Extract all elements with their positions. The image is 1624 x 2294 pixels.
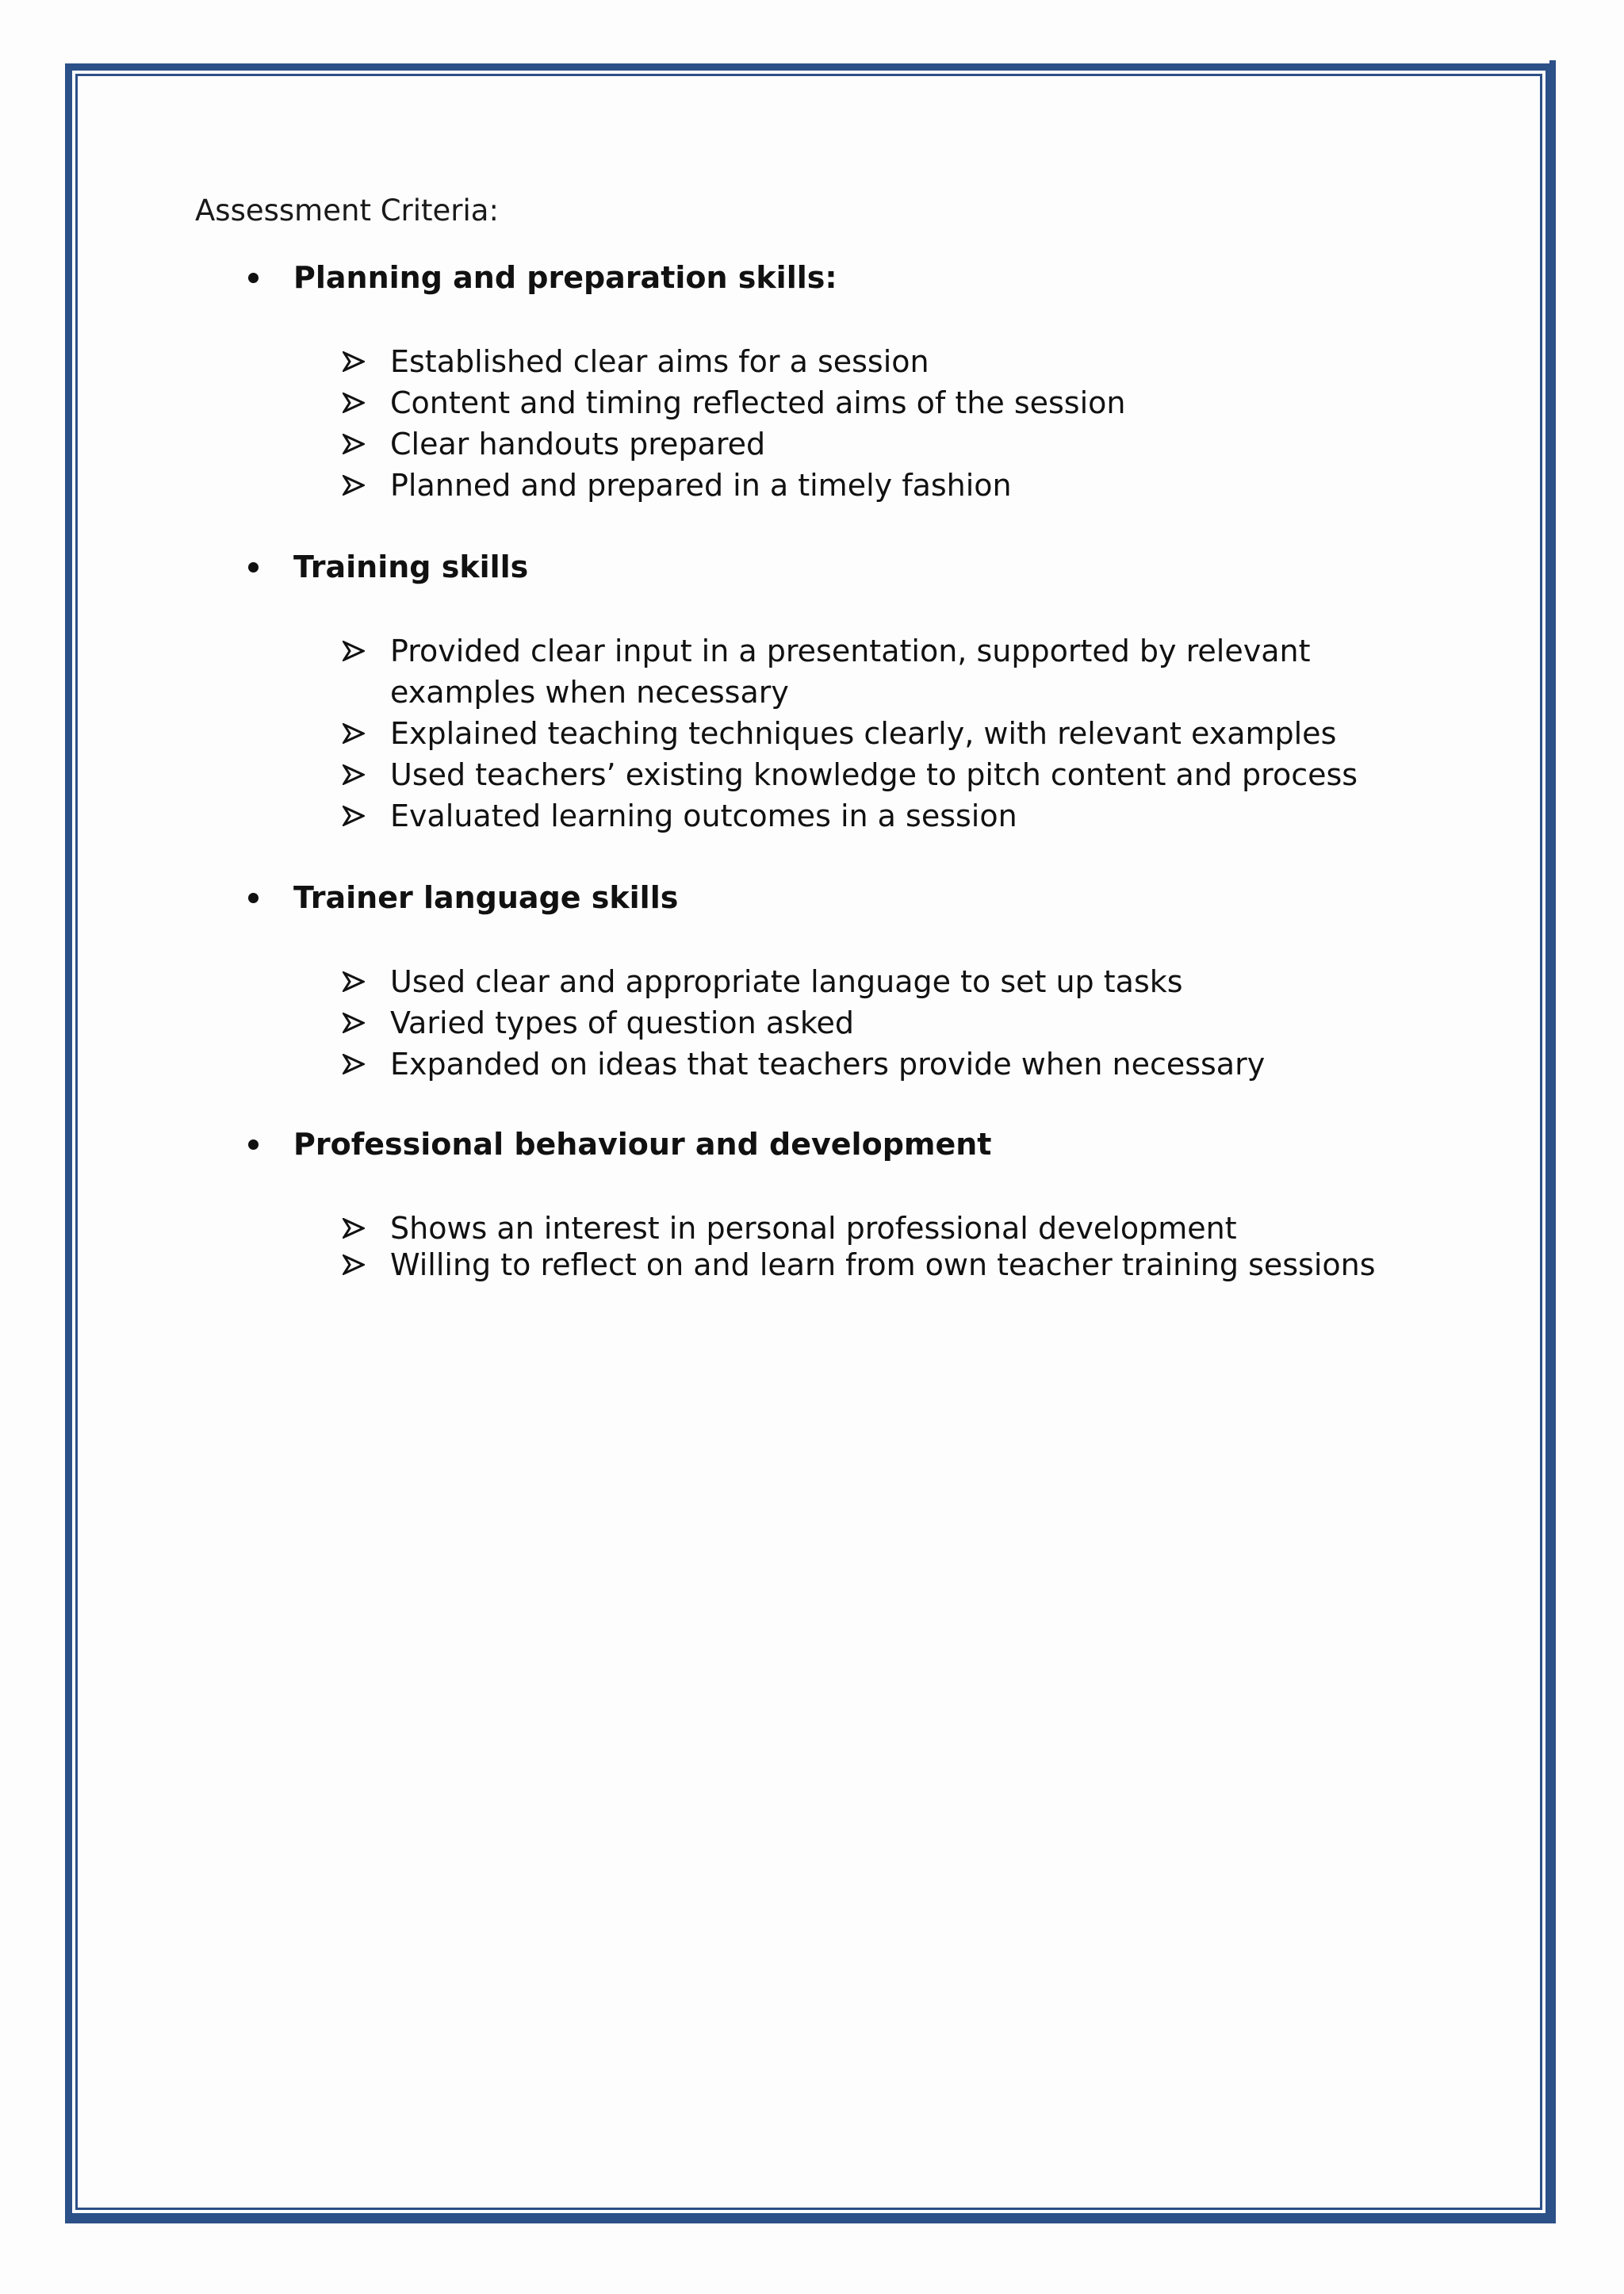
arrowhead-icon [343, 393, 365, 413]
list-item: Willing to reflect on and learn from own teacher training sessions [390, 1247, 1376, 1282]
bullet-icon [248, 1139, 259, 1150]
list-item: Content and timing reflected aims of the session [390, 385, 1126, 420]
section-title-training: Training skills [293, 550, 529, 584]
list-item: Established clear aims for a session [390, 344, 929, 379]
arrowhead-icon [343, 641, 365, 661]
list-item: Used clear and appropriate language to set up tasks [390, 964, 1183, 999]
arrowhead-icon [343, 1218, 365, 1239]
list-item: Used teachers’ existing knowledge to pitch content and process [390, 757, 1358, 792]
list-item: Shows an interest in personal professional development [390, 1211, 1237, 1246]
arrowhead-icon [343, 764, 365, 785]
list-item: Provided clear input in a presentation, supported by relevant examples when necessary [390, 634, 1311, 710]
bullet-icon [248, 893, 259, 903]
list-item: Planned and prepared in a timely fashion [390, 468, 1012, 503]
bullet-icon [248, 562, 259, 573]
arrowhead-icon [343, 1054, 365, 1074]
arrowhead-icon [343, 723, 365, 744]
section-title-professional: Professional behaviour and development [293, 1127, 992, 1162]
list-item: Expanded on ideas that teachers provide when necessary [390, 1047, 1266, 1082]
arrowhead-icon [343, 434, 365, 454]
arrowhead-icon [343, 971, 365, 992]
arrowhead-icon [343, 1013, 365, 1033]
bullet-icon [248, 273, 259, 283]
arrowhead-icon [343, 351, 365, 372]
list-item: Explained teaching techniques clearly, with relevant examples [390, 716, 1337, 751]
list-item: Evaluated learning outcomes in a session [390, 798, 1017, 833]
arrowhead-icon [343, 475, 365, 496]
list-item: Varied types of question asked [390, 1005, 855, 1040]
section-title-planning: Planning and preparation skills: [293, 260, 837, 295]
arrowhead-icon [343, 1254, 365, 1275]
arrowhead-icon [343, 806, 365, 826]
list-item: Clear handouts prepared [390, 427, 766, 461]
page-heading: Assessment Criteria: [195, 193, 499, 228]
section-title-trainer-language: Trainer language skills [293, 880, 679, 915]
